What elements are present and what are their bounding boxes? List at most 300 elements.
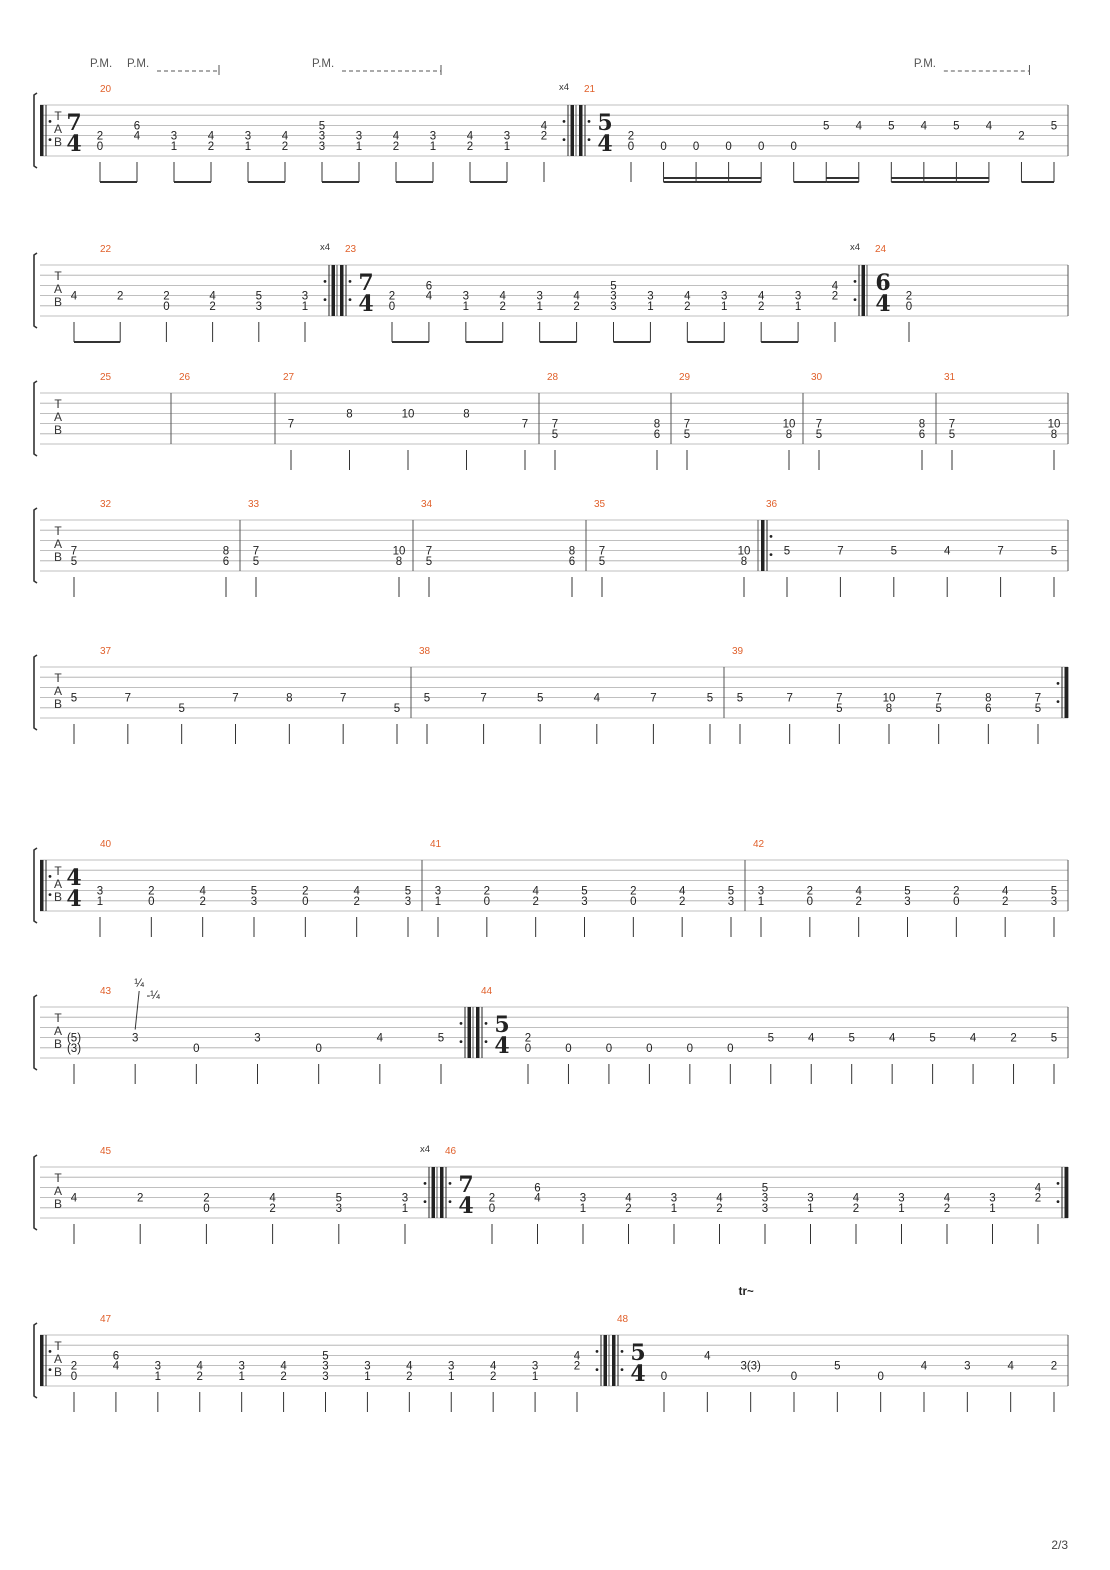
fret-number: 2 [855,895,862,908]
fret-number: 5 [904,885,911,898]
fret-number: 3 [322,1360,329,1373]
fret-number: 6 [425,280,433,293]
fret-number: 6 [918,428,926,441]
fret-number: 0 [605,1042,613,1055]
fret-number: 2 [353,895,360,908]
repeat-count: x4 [849,242,861,253]
fret-number: 2 [209,300,216,313]
fret-number: 3 [647,290,654,303]
fret-number: 5 [736,692,744,705]
fret-number: 5 [1050,120,1058,133]
fret-number: 4 [406,1360,413,1373]
time-sig-denominator: 4 [66,131,82,157]
measure-number: 37 [100,646,112,657]
fret-number: 2 [136,1192,144,1205]
fret-number: 5 [815,428,823,441]
measure-number: 32 [100,499,112,510]
fret-number: 0 [953,895,960,908]
fret-number: 3 [335,1202,343,1215]
fret-number: 0 [790,1370,798,1383]
fret-number: 2 [625,1202,632,1215]
fret-number: 8 [286,692,293,705]
fret-number: 1 [364,1370,371,1383]
tab-clef-letter: B [53,1365,63,1379]
fret-number: 4 [70,1192,78,1205]
fret-number: 4 [70,290,78,303]
fret-number: 4 [920,120,928,133]
tab-clef-letter: A [53,684,63,698]
fret-number: 3 [255,300,263,313]
fret-number: 0 [725,140,732,153]
fret-number: 4 [425,290,433,303]
fret-number: 6 [568,555,576,568]
fret-number: 2 [1018,130,1025,143]
fret-number: 2 [1034,1192,1042,1205]
fret-number: 5 [761,1182,769,1195]
fret-number: 5 [834,1360,841,1373]
fret-number: 3 [761,1192,769,1205]
fret-number: 3 [721,290,728,303]
fret-number: 2 [540,130,548,143]
fret-number: 7 [232,692,239,705]
fret-number: 4 [269,1192,276,1205]
tab-clef-letter: A [53,1352,63,1366]
fret-number: 5 [536,692,544,705]
fret-number: 1 [355,140,363,153]
measure-number: 33 [248,499,260,510]
fret-number: 7 [480,692,487,705]
fret-number: 0 [193,1042,200,1055]
fret-number: 2 [573,300,580,313]
fret-number: 1 [794,300,802,313]
fret-number: 6 [133,120,141,133]
measure-number: 39 [732,646,744,657]
fret-number: 4 [532,885,539,898]
fret-number: 5 [425,555,433,568]
fret-number: 4 [625,1192,632,1205]
fret-number: 1 [429,140,437,153]
fret-number: 1 [807,1202,814,1215]
fret-number: 3 [964,1360,971,1373]
fret-number: 4 [1001,885,1009,898]
fret-number: 2 [627,130,635,143]
fret-number: 4 [281,130,289,143]
fret-number: 3 [404,895,412,908]
fret-number: 4 [392,130,400,143]
fret-number: 5 [255,290,263,303]
fret-number: 4 [489,1360,497,1373]
fret-number: 8 [222,545,230,558]
fret-number: 4 [280,1360,287,1373]
fret-number: 1 [647,300,654,313]
fret-number: 7 [837,545,844,558]
fret-number: 2 [70,1360,78,1373]
fret-number: 5 [318,120,326,133]
fret-number: 0 [315,1042,322,1055]
fret-number: 0 [686,1042,694,1055]
fret-number: 3 [401,1192,409,1205]
fret-number: 3 [170,130,178,143]
fret-number: 7 [70,545,78,558]
fret-number: 3 [610,300,617,313]
measure-number: 23 [345,244,357,255]
fret-number: 4 [376,1032,384,1045]
measure-number: 44 [481,986,493,997]
fret-number: 3 [579,1192,587,1205]
measure-number: 42 [753,839,765,850]
fret-number: 0 [565,1042,572,1055]
fret-number: 4 [1034,1182,1042,1195]
measure-number: 34 [421,499,433,510]
fret-number: 0 [905,300,913,313]
measure-number: 38 [419,646,431,657]
fret-number: 3 [989,1192,996,1205]
fret-number: 0 [692,140,700,153]
fret-number: 1 [301,300,309,313]
fret-number: 2 [148,885,155,898]
fret-number: 4 [855,120,862,133]
fret-number: 7 [650,692,657,705]
fret-number: 4 [704,1350,711,1363]
fret-number: 5 [178,702,185,715]
fret-number: 7 [935,692,942,705]
fret-number: 2 [953,885,960,898]
fret-number: 3 [503,130,511,143]
fret-number: 4 [808,1032,815,1045]
fret-number: 1 [170,140,178,153]
fret-number: 8 [918,418,926,431]
fret-number: 6 [985,702,992,715]
measure-number: 40 [100,839,112,850]
measure-number: 47 [100,1314,112,1325]
fret-number: 8 [740,555,748,568]
repeat-dot [596,1368,599,1371]
fret-number: 3 [250,895,258,908]
repeat-count: x4 [558,82,570,93]
page-number: 2/3 [1051,1538,1068,1552]
fret-number: 4 [678,885,686,898]
fret-number: 8 [1050,428,1058,441]
fret-number: 7 [786,692,793,705]
repeat-start-thick [40,1335,44,1386]
fret-number: 0 [302,895,309,908]
tab-clef-letter: T [54,269,62,283]
tab-clef-letter: A [53,282,63,296]
fret-number: 0 [806,895,814,908]
palm-mute-label: P.M. [913,58,937,70]
measure-number: 27 [283,372,295,383]
fret-number: 7 [683,418,691,431]
fret-number: 7 [124,692,132,705]
measure-number: 43 [100,986,112,997]
fret-number: 7 [997,545,1004,558]
fret-number: 3 [898,1192,905,1205]
fret-number: 0 [660,1370,668,1383]
fret-number: 0 [790,140,797,153]
fret-number: 5 [404,885,412,898]
tab-clef-letter: B [53,550,63,564]
fret-number: 2 [488,1192,496,1205]
fret-number: 3 [462,290,470,303]
fret-number: 5 [581,885,588,898]
fret-number: 2 [757,300,765,313]
tab-clef-letter: B [53,697,63,711]
fret-number: 0 [660,140,667,153]
fret-number: 2 [281,140,289,153]
repeat-start-thick [612,1335,616,1386]
fret-number: 2 [1001,895,1009,908]
fret-number: 5 [767,1032,774,1045]
fret-number: 4 [499,290,506,303]
tab-clef-letter: B [53,1197,63,1211]
fret-number: 3 [1050,895,1058,908]
fret-number: 4 [573,290,580,303]
fret-number: 4 [540,120,548,133]
fret-number: 3 [355,130,363,143]
fret-number: 1 [503,140,511,153]
fret-number: 5 [836,702,843,715]
fret-number: 1 [531,1370,539,1383]
repeat-count: x4 [319,242,331,253]
fret-number: 4 [985,120,993,133]
fret-number: 4 [757,290,765,303]
fret-number: 5 [929,1032,936,1045]
fret-number: 2 [163,290,170,303]
repeat-dot [49,1368,52,1371]
bend-amount: ¼ [134,978,144,990]
repeat-count: x4 [419,1144,431,1155]
fret-number: 7 [425,545,433,558]
fret-number: 4 [209,290,216,303]
fret-number: 3 [322,1370,329,1383]
fret-number: 5 [890,545,898,558]
fret-number: 5 [551,428,559,441]
fret-number: 3 [429,130,437,143]
fret-number: 10 [737,545,751,558]
palm-mute-label: P.M. [90,58,113,70]
fret-number: 5 [823,120,830,133]
fret-number: 1 [238,1370,245,1383]
fret-number: 3 [434,885,442,898]
fret-number: 5 [1050,885,1058,898]
fret-number: 3 [757,885,765,898]
fret-number: 4 [112,1360,120,1373]
tab-clef-letter: A [53,537,63,551]
fret-number: 4 [855,885,862,898]
fret-number: 0 [148,895,155,908]
fret-number: 3 [254,1032,261,1045]
trill-mark: tr~ [738,1286,754,1298]
fret-number: 6 [534,1182,541,1195]
fret-number: 0 [524,1042,532,1055]
fret-number: 3 [531,1360,539,1373]
fret-number: 1 [579,1202,587,1215]
fret-number: 0 [203,1202,210,1215]
measure-number: 28 [547,372,559,383]
fret-number: 5 [783,545,791,558]
fret-number: 1 [462,300,470,313]
repeat-end-thick [604,1335,608,1386]
measure-number: 35 [594,499,606,510]
fret-number: 3 [610,290,617,303]
fret-number: 5 [953,120,960,133]
fret-number: 4 [920,1360,928,1373]
fret-number: 4 [684,290,691,303]
fret-number: 4 [196,1360,203,1373]
fret-number: 8 [395,555,403,568]
fret-number: 3 [581,895,588,908]
tab-clef-letter: B [53,135,63,149]
fret-number: 2 [905,290,913,303]
fret-number: 10 [782,418,796,431]
fret-number: 2 [524,1032,532,1045]
fret-number: 5 [437,1032,445,1045]
measure-number: 45 [100,1146,112,1157]
fret-number: 4 [1007,1360,1014,1373]
fret-number: 8 [985,692,992,705]
fret-number: 5 [70,692,78,705]
measure-number: 26 [179,372,191,383]
fret-number: 4 [593,692,601,705]
fret-number: 7 [551,418,559,431]
fret-number: 5 [598,555,606,568]
time-sig-denominator: 4 [458,1193,474,1219]
fret-number: 0 [627,140,635,153]
fret-number: 0 [388,300,396,313]
tab-clef-letter: A [53,877,63,891]
fret-number: 3 [448,1360,455,1373]
fret-number: 2 [388,290,396,303]
measure-number: 20 [100,84,112,95]
fret-number: 2 [207,140,215,153]
fret-number: 1 [898,1202,905,1215]
fret-number: 3 [238,1360,245,1373]
fret-number: 2 [716,1202,723,1215]
fret-number: 4 [199,885,206,898]
fret-number: 5 [1034,702,1042,715]
fret-number: 6 [653,428,661,441]
fret-number: 8 [568,545,576,558]
tab-clef-letter: T [54,1339,62,1353]
fret-number: 3 [318,130,326,143]
fret-number: 10 [882,692,896,705]
fret-number: 6 [112,1350,120,1363]
fret-number: 3 [670,1192,678,1205]
fret-number: 3 [727,895,735,908]
fret-number: (5) [66,1032,82,1045]
fret-number: 4 [943,545,951,558]
fret-number: 0 [488,1202,496,1215]
bend-release: -¼ [146,990,160,1002]
fret-number: 5 [706,692,714,705]
fret-number: 4 [852,1192,860,1205]
fret-number: 0 [646,1042,653,1055]
fret-number: 7 [521,418,529,431]
palm-mute-label: P.M. [312,58,335,70]
tab-clef-letter: A [53,1024,63,1038]
fret-number: 2 [269,1202,276,1215]
system-bracket [34,1323,37,1398]
fret-number: 7 [598,545,606,558]
fret-number: 7 [287,418,295,431]
fret-number: 7 [252,545,260,558]
fret-number: 2 [302,885,309,898]
fret-number: 3 [904,895,911,908]
time-sig-denominator: 4 [494,1033,510,1059]
time-sig-denominator: 4 [630,1361,646,1387]
fret-number: 4 [888,1032,896,1045]
measure-number: 25 [100,372,112,383]
fret-number: 3 [807,1192,814,1205]
fret-number: 5 [727,885,735,898]
fret-number: 2 [684,300,691,313]
fret-number: 1 [401,1202,409,1215]
fret-number: 10 [1047,418,1061,431]
tab-clef-letter: B [53,295,63,309]
time-sig-numerator: 5 [597,110,613,136]
fret-number: 2 [532,895,539,908]
fret-number: 2 [203,1192,210,1205]
measure-number: 31 [944,372,956,383]
fret-number: 8 [653,418,661,431]
fret-number: 10 [392,545,406,558]
fret-number: 0 [757,140,765,153]
measure-number: 30 [811,372,823,383]
fret-number: 3 [131,1032,139,1045]
fret-number: 5 [423,692,431,705]
fret-number: 3 [364,1360,371,1373]
fret-number: 2 [943,1202,951,1215]
fret-number: 0 [163,300,170,313]
fret-number: 5 [948,428,956,441]
tab-clef-letter: T [54,864,62,878]
fret-number: 4 [353,885,360,898]
time-sig-numerator: 6 [875,270,891,296]
measure-number: 29 [679,372,691,383]
fret-number: 0 [877,1370,884,1383]
fret-number: 5 [683,428,691,441]
fret-number: 2 [280,1370,287,1383]
fret-number: 4 [466,130,474,143]
fret-number: 0 [70,1370,78,1383]
fret-number: 2 [1050,1360,1058,1373]
fret-number: 2 [116,290,124,303]
time-sig-numerator: 4 [66,865,82,891]
time-sig-numerator: 5 [494,1012,510,1038]
fret-number: 2 [96,130,104,143]
fret-number: 0 [96,140,104,153]
fret-number: 5 [335,1192,343,1205]
fret-number: 0 [630,895,637,908]
fret-number: 1 [434,895,442,908]
tab-clef-letter: B [53,1037,63,1051]
fret-number: 5 [1050,545,1058,558]
fret-number: 5 [1050,1032,1058,1045]
fret-number: 1 [989,1202,996,1215]
fret-number: 1 [670,1202,678,1215]
fret-number: 4 [831,280,839,293]
measure-number: 48 [617,1314,629,1325]
fret-number: 3 [244,130,252,143]
fret-number: 8 [885,702,893,715]
fret-number: 4 [573,1350,581,1363]
fret-number: 6 [222,555,230,568]
tab-clef-letter: B [53,890,63,904]
fret-number: 2 [831,290,839,303]
tab-clef-letter: T [54,671,62,685]
tab-clef-letter: A [53,1184,63,1198]
fret-number: 5 [888,120,895,133]
